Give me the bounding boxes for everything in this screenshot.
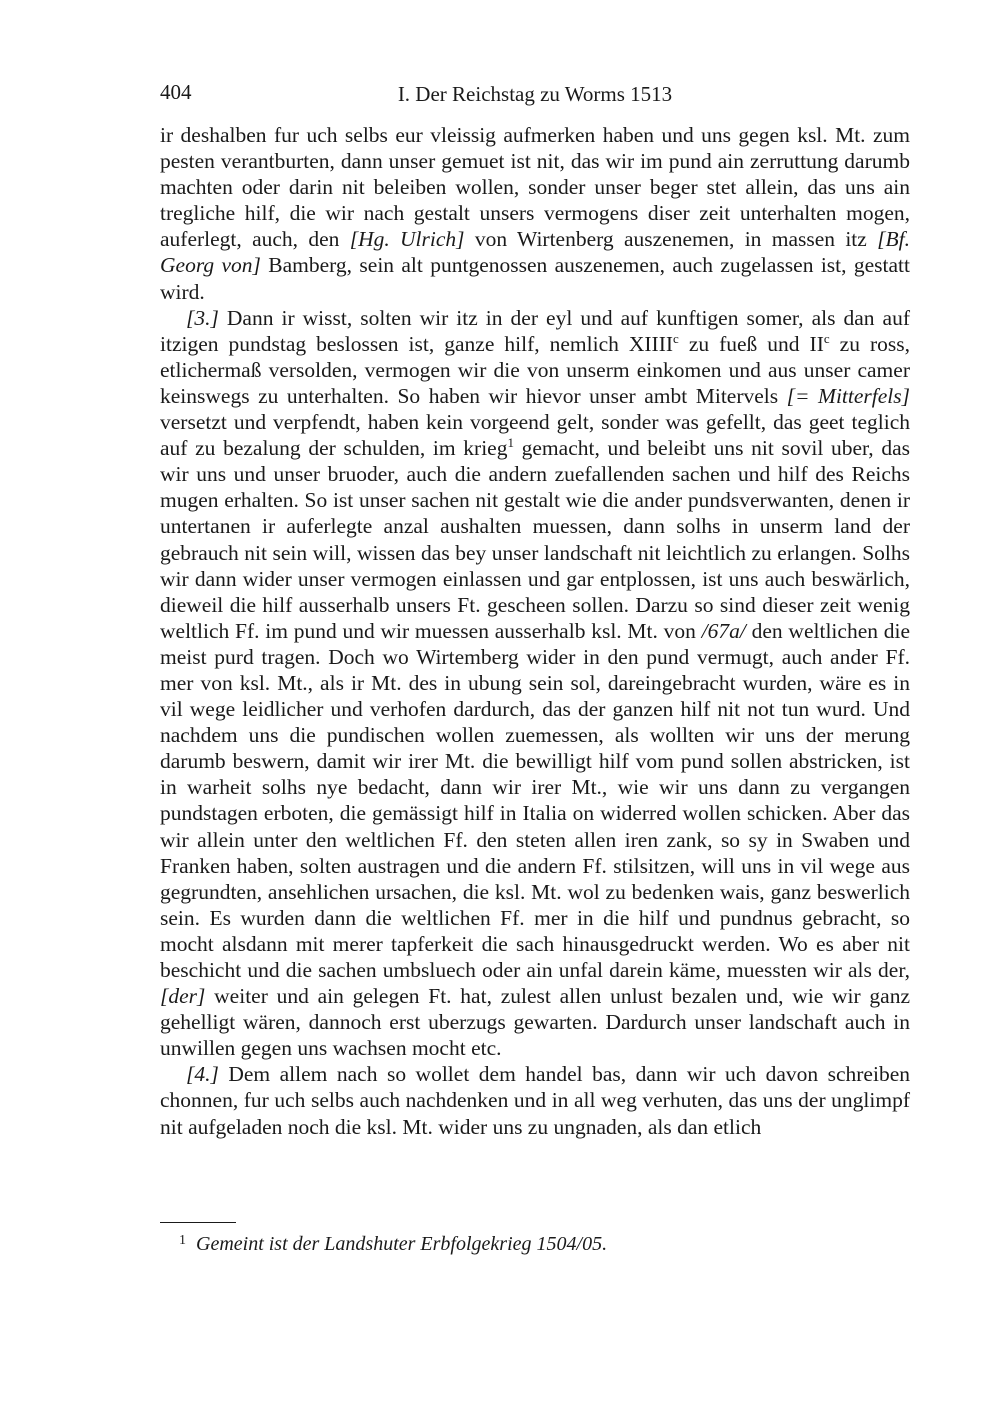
- page-number: 404: [160, 80, 192, 104]
- superscript: c: [823, 330, 830, 346]
- footnote: [160, 1228, 910, 1257]
- paragraph: [160, 1061, 910, 1139]
- editorial-note: [der]: [160, 984, 206, 1009]
- text-run: weiter und ain gelegen Ft. hat, zulest allen unlust bezalen und, wie wir ganz gehelligt wären, dannoch erst uberzugs gewarten. Dardurch unser landschaft auch in unwillen gegen uns wachsen mocht etc.: [160, 984, 910, 1061]
- paragraph: [160, 122, 910, 305]
- running-header: [160, 78, 910, 110]
- text-run: ir deshalben fur uch selbs eur vleissig aufmerken haben und uns gegen ksl. Mt. zum pesten verantburten, dann unser gemuet ist nit, das wir im pund ain zerruttung darumb machten oder darin nit beleiben wollen, sonder unser beger stet allein, das uns ain tregliche hilf, die wir nach gestalt unsers vermogens diser zeit unterhalten mogen, auferlegt, auch, den: [160, 123, 910, 252]
- text-run: versetzt und verpfendt, haben kein vorgeend gelt, sonder was gefellt, das geet teglich auf zu bezalung der schulden, im krieg: [160, 410, 910, 461]
- body-text: [160, 122, 910, 1140]
- running-title: I. Der Reichstag zu Worms 1513: [397, 82, 673, 106]
- text-run: gemacht, und beleibt uns nit sovil uber, das wir uns und unser bruoder, auch die andern zuefallenden sachen und hilf des Reichs mugen erhalten. So ist unser sachen nit gestalt wie die ander pundsverwanten, denen ir untertanen ir auferlegte anzal aushalten muessen, dann solhs in unserm land der gebrauch nit sein will, wissen das bey unser landschaft nit leichtlich zu erlangen. Solhs wir dann wider unser vermogen einlassen und gar entplossen, ist uns auch beswärlich, dieweil die hilf ausserhalb unsers Ft. gescheen sollen. Darzu so sind dieser zeit wenig weltlich Ff. im pund und wir muessen ausserhalb ksl. Mt. von: [160, 436, 910, 643]
- editorial-note: [Bf. Georg von]: [160, 227, 910, 278]
- editorial-note: /67a/: [701, 618, 746, 643]
- footnote-text: Gemeint ist der Landshuter Erbfolgekrieg 1504/05.: [196, 1233, 608, 1255]
- editorial-note: [= Mitterfels]: [786, 383, 911, 408]
- text-run: von Wirtenberg auszenemen, in massen itz: [464, 227, 878, 252]
- editorial-note: [Hg. Ulrich]: [349, 227, 465, 252]
- footnote-separator: [160, 1222, 236, 1223]
- text-run: den weltlichen die meist purd tragen. Doch wo Wirtemberg wider in den pund vermugt, auch ander Ff. mer von ksl. Mt., als ir Mt. des in ubung sein sol, dareingebracht wurden, wäre es in vil wege leidlicher und verhofen dardurch, das der ganzen hilf nit not tun wurd. Und nachdem uns die pundischen wollen zuemessen, als wollten wir uns der merung darumb beswern, damit wir irer Mt. die bewilligt hilf vom pund sollen abstricken, ist in warheit solhs nye bedacht, dann wir irer Mt., wie wir uns dann zu vergangen pundstagen erboten, die gemässigt hilf in Italia on widerred wollen schicken. Aber das wir allein unter den weltlichen Ff. den steten allen iren zank, so sy in Swaben und Franken haben, solten austragen und die andern Ff. stilsitzen, will uns in vil wege aus gegrundten, ansehlichen ursachen, die ksl. Mt. wol zu bedenken wais, ganz beswerlich sein. Es wurden dann die weltlichen Ff. mer in die hilf und pundnus gebracht, so mocht alsdann mit merer tapferkeit die sach hinausgedruckt werden. Wo es aber nit beschicht und die sachen umbsluech oder ain unfal darein käme, muessten wir als der,: [160, 618, 911, 982]
- footnotes: [160, 1228, 910, 1257]
- superscript: 1: [507, 435, 514, 451]
- text-run: Dann ir wisst, solten wir itz in der eyl und auf kunftigen somer, als dan auf itzigen pundstag beslossen ist, ganze hilf, nemlich XIIII: [160, 305, 910, 356]
- text-run: zu ross, etlichermaß versolden, vermogen wir die von unserm einkomen und aus unser camer keinswegs zu unterhalten. So haben wir hievor unser ambt Mitervels: [160, 331, 910, 408]
- text-run: Bamberg, sein alt puntgenossen auszenemen, auch zugelassen ist, gestatt wird.: [160, 253, 910, 304]
- editorial-note: [3.]: [186, 305, 219, 330]
- paragraph: [160, 305, 910, 1062]
- footnote-number: 1: [179, 1233, 186, 1248]
- editorial-note: [4.]: [186, 1062, 219, 1087]
- superscript: c: [673, 330, 679, 346]
- text-run: Dem allem nach so wollet dem handel bas, dann wir uch davon schreiben chonnen, fur uch selbs auch nachdenken und in all weg verhuten, das uns der unglimpf nit aufgeladen noch die ksl. Mt. wider uns zu ungnaden, als dan etlich: [160, 1062, 910, 1139]
- text-run: zu fueß und II: [678, 331, 824, 356]
